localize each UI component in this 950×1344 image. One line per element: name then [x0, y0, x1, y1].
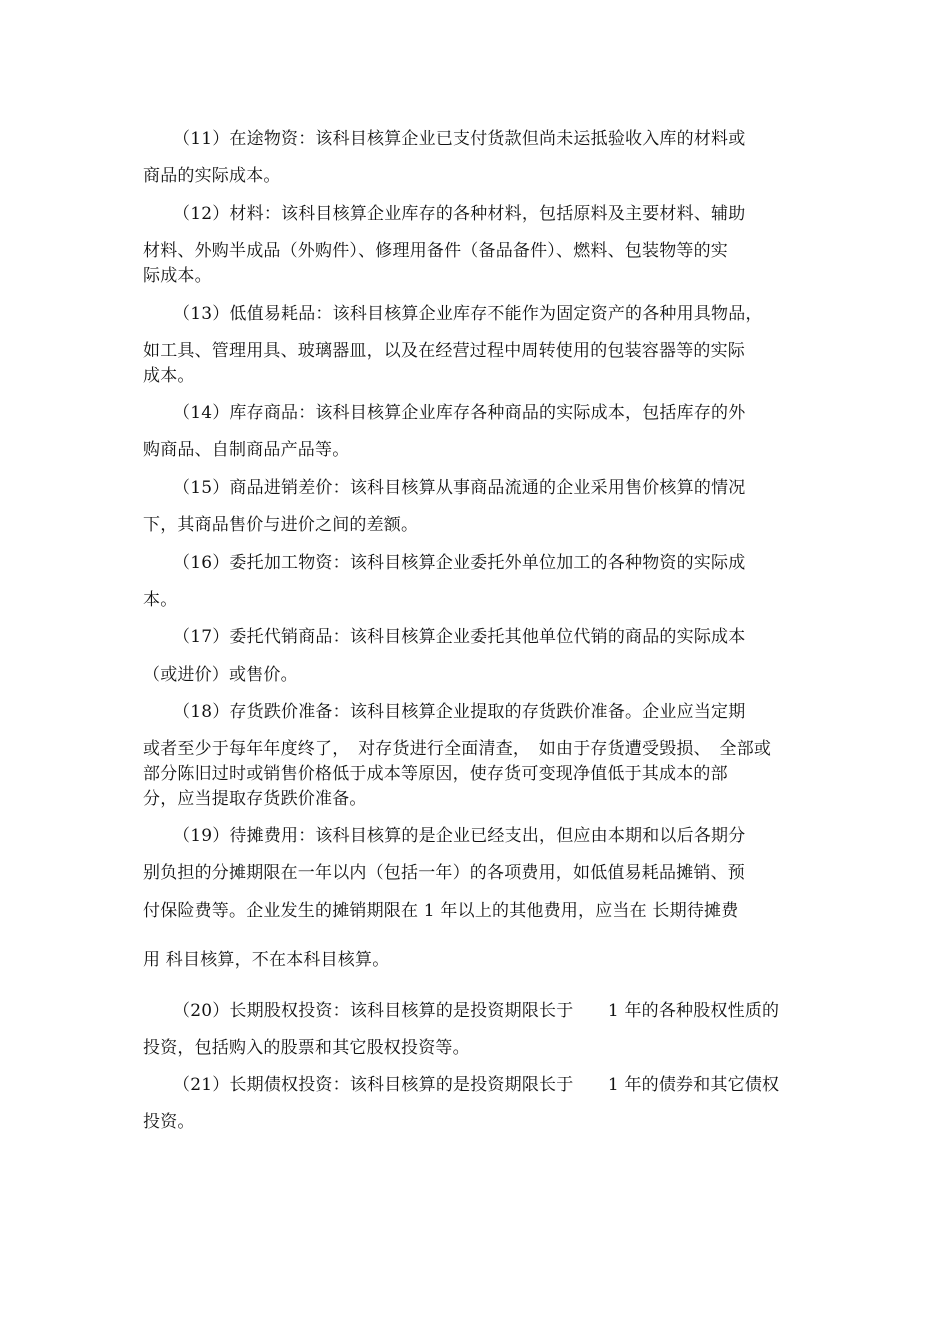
paragraph-13-line-3: 成本。	[143, 366, 195, 386]
paragraph-16-line-2: 本。	[143, 590, 178, 610]
paragraph-12-line-2: 材料、外购半成品（外购件）、修理用备件（备品备件）、燃料、包装物等的实	[143, 241, 728, 261]
paragraph-13-line-1: （13）低值易耗品：该科目核算企业库存不能作为固定资产的各种用具物品，	[173, 304, 763, 324]
paragraph-15-line-1: （15）商品进销差价：该科目核算从事商品流通的企业采用售价核算的情况	[173, 478, 746, 498]
paragraph-17-line-2: （或进价）或售价。	[143, 665, 298, 685]
paragraph-18-line-3: 部分陈旧过时或销售价格低于成本等原因，使存货可变现净值低于其成本的部	[143, 764, 728, 784]
paragraph-19-line-3: 付保险费等。企业发生的摊销期限在 1 年以上的其他费用，应当在 长期待摊费	[143, 901, 739, 921]
paragraph-20-line-1: （20）长期股权投资：该科目核算的是投资期限长于 1 年的各种股权性质的	[173, 1001, 780, 1021]
paragraph-19-line-1: （19）待摊费用：该科目核算的是企业已经支出，但应由本期和以后各期分	[173, 826, 746, 846]
paragraph-11-line-2: 商品的实际成本。	[143, 166, 281, 186]
paragraph-12-line-1: （12）材料：该科目核算企业库存的各种材料，包括原料及主要材料、辅助	[173, 204, 746, 224]
paragraph-19-line-4: 用 科目核算，不在本科目核算。	[143, 950, 390, 970]
paragraph-21-line-1: （21）长期债权投资：该科目核算的是投资期限长于 1 年的债券和其它债权	[173, 1075, 780, 1095]
paragraph-18-line-2: 或者至少于每年年度终了， 对存货进行全面清查， 如由于存货遭受毁损、 全部或	[143, 739, 772, 759]
paragraph-16-line-1: （16）委托加工物资：该科目核算企业委托外单位加工的各种物资的实际成	[173, 553, 746, 573]
paragraph-11-line-1: （11）在途物资：该科目核算企业已支付货款但尚未运抵验收入库的材料或	[173, 129, 746, 149]
paragraph-18-line-4: 分，应当提取存货跌价准备。	[143, 789, 367, 809]
paragraph-15-line-2: 下，其商品售价与进价之间的差额。	[143, 515, 419, 535]
paragraph-20-line-2: 投资，包括购入的股票和其它股权投资等。	[143, 1038, 470, 1058]
paragraph-18-line-1: （18）存货跌价准备：该科目核算企业提取的存货跌价准备。企业应当定期	[173, 702, 746, 722]
paragraph-12-line-3: 际成本。	[143, 266, 212, 286]
paragraph-14-line-1: （14）库存商品：该科目核算企业库存各种商品的实际成本，包括库存的外	[173, 403, 746, 423]
paragraph-19-line-2: 别负担的分摊期限在一年以内（包括一年）的各项费用，如低值易耗品摊销、预	[143, 863, 745, 883]
paragraph-21-line-2: 投资。	[143, 1112, 195, 1132]
paragraph-13-line-2: 如工具、管理用具、玻璃器皿，以及在经营过程中周转使用的包装容器等的实际	[143, 341, 745, 361]
paragraph-17-line-1: （17）委托代销商品：该科目核算企业委托其他单位代销的商品的实际成本	[173, 627, 746, 647]
paragraph-14-line-2: 购商品、自制商品产品等。	[143, 440, 350, 460]
